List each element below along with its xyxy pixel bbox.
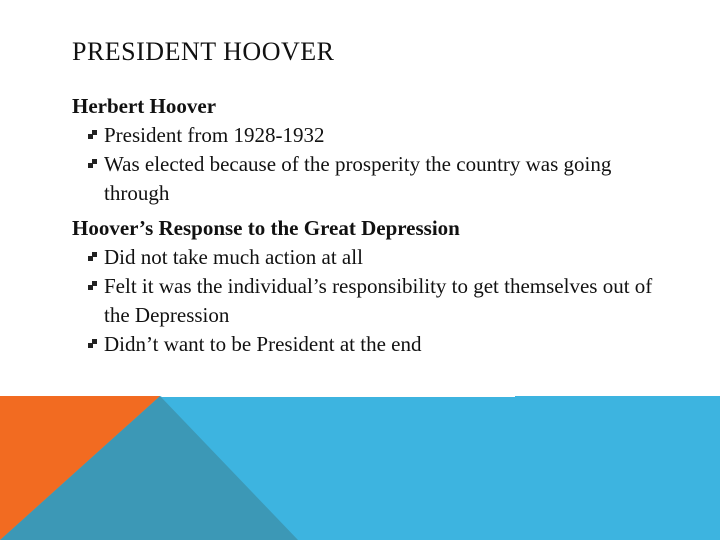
square-bullet-icon — [88, 252, 97, 261]
bullet-text: Did not take much action at all — [104, 244, 363, 269]
bullet-text: Was elected because of the prosperity the country was going through — [104, 151, 612, 205]
bullet-text: Didn’t want to be President at the end — [104, 331, 422, 356]
section-herbert-hoover — [72, 92, 672, 208]
bullet-item — [72, 330, 672, 359]
bullet-item — [72, 150, 672, 208]
section-heading: Hoover’s Response to the Great Depression — [72, 215, 460, 240]
bullet-text: President from 1928-1932 — [104, 122, 325, 147]
square-bullet-icon — [88, 159, 97, 168]
square-bullet-icon — [88, 339, 97, 348]
section-heading: Herbert Hoover — [72, 94, 217, 118]
bullet-list — [72, 121, 672, 208]
bullet-text: Felt it was the individual’s responsibility to get themselves out of the Depression — [104, 273, 653, 327]
white-sliver — [160, 396, 515, 397]
square-bullet-icon — [88, 281, 97, 290]
bullet-list — [72, 243, 672, 359]
bullet-item — [72, 243, 672, 272]
decorative-triangle-band — [0, 396, 720, 540]
section-hoover-response — [72, 214, 672, 359]
bullet-item — [72, 272, 672, 330]
slide-body — [72, 92, 672, 365]
square-bullet-icon — [88, 130, 97, 139]
bullet-item — [72, 121, 672, 150]
slide-title: PRESIDENT HOOVER — [72, 37, 335, 66]
